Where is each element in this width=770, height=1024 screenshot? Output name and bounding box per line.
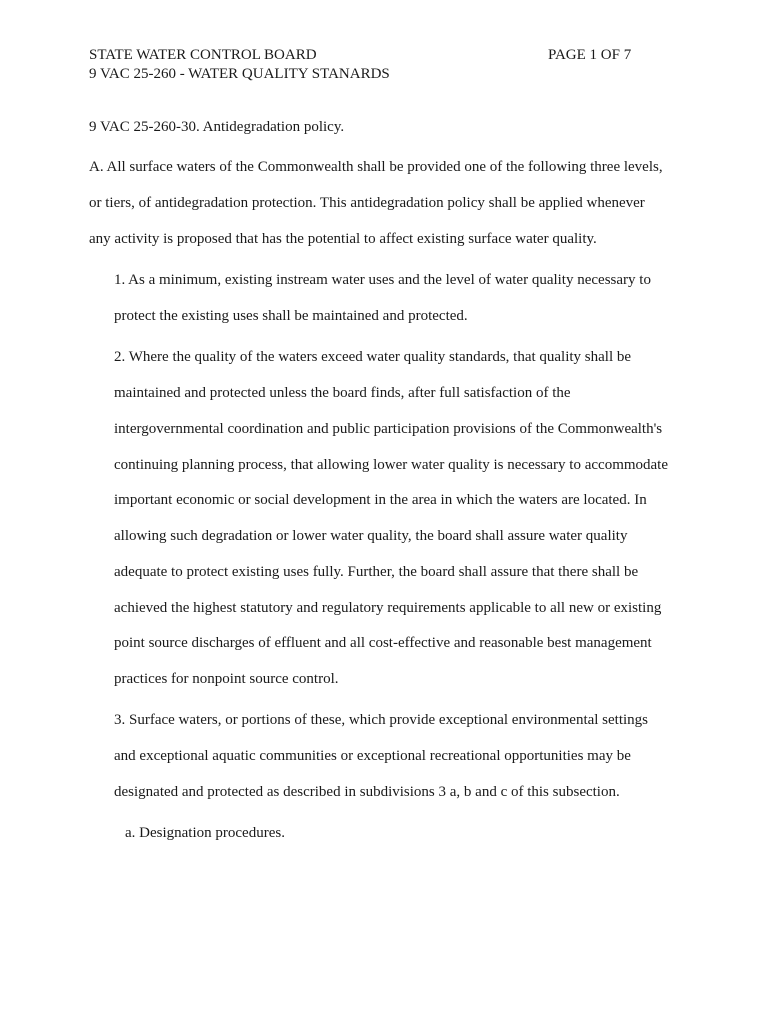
item-2-line: achieved the highest statutory and regulatory requirements applicable to all new or existing: [114, 600, 662, 616]
item-a-line: a. Designation procedures.: [125, 825, 285, 841]
paragraph-a-line: or tiers, of antidegradation protection. This antidegradation policy shall be applied whenever: [89, 195, 645, 211]
item-1-line: 1. As a minimum, existing instream water uses and the level of water quality necessary to: [114, 272, 651, 288]
item-2-line: intergovernmental coordination and public participation provisions of the Commonwealth's: [114, 421, 663, 437]
header-subtitle: 9 VAC 25-260 - WATER QUALITY STANARDS: [89, 66, 390, 82]
item-2-line: point source discharges of effluent and all cost-effective and reasonable best management: [114, 635, 652, 651]
item-2-line: maintained and protected unless the board finds, after full satisfaction of the: [114, 385, 571, 401]
page-number: PAGE 1 OF 7: [548, 47, 632, 63]
item-2-line: adequate to protect existing uses fully. Further, the board shall assure that there shall be: [114, 564, 639, 580]
item-2-line: important economic or social development in the area in which the waters are located. In: [114, 492, 647, 508]
item-2-line: practices for nonpoint source control.: [114, 671, 339, 687]
item-3-line: designated and protected as described in subdivisions 3 a, b and c of this subsection.: [114, 784, 620, 800]
item-2-line: 2. Where the quality of the waters exceed water quality standards, that quality shall be: [114, 349, 632, 365]
item-2-line: allowing such degradation or lower water quality, the board shall assure water quality: [114, 528, 628, 544]
paragraph-a-line: A. All surface waters of the Commonwealth shall be provided one of the following three levels,: [89, 159, 663, 175]
paragraph-a-line: any activity is proposed that has the potential to affect existing surface water quality.: [89, 231, 597, 247]
header-title: STATE WATER CONTROL BOARD: [89, 47, 317, 63]
section-heading: 9 VAC 25-260-30. Antidegradation policy.: [89, 119, 345, 135]
item-1-line: protect the existing uses shall be maintained and protected.: [114, 308, 468, 324]
item-3-line: and exceptional aquatic communities or exceptional recreational opportunities may be: [114, 748, 631, 764]
item-2-line: continuing planning process, that allowing lower water quality is necessary to accommodate: [114, 457, 669, 473]
item-3-line: 3. Surface waters, or portions of these, which provide exceptional environmental settings: [114, 712, 649, 728]
